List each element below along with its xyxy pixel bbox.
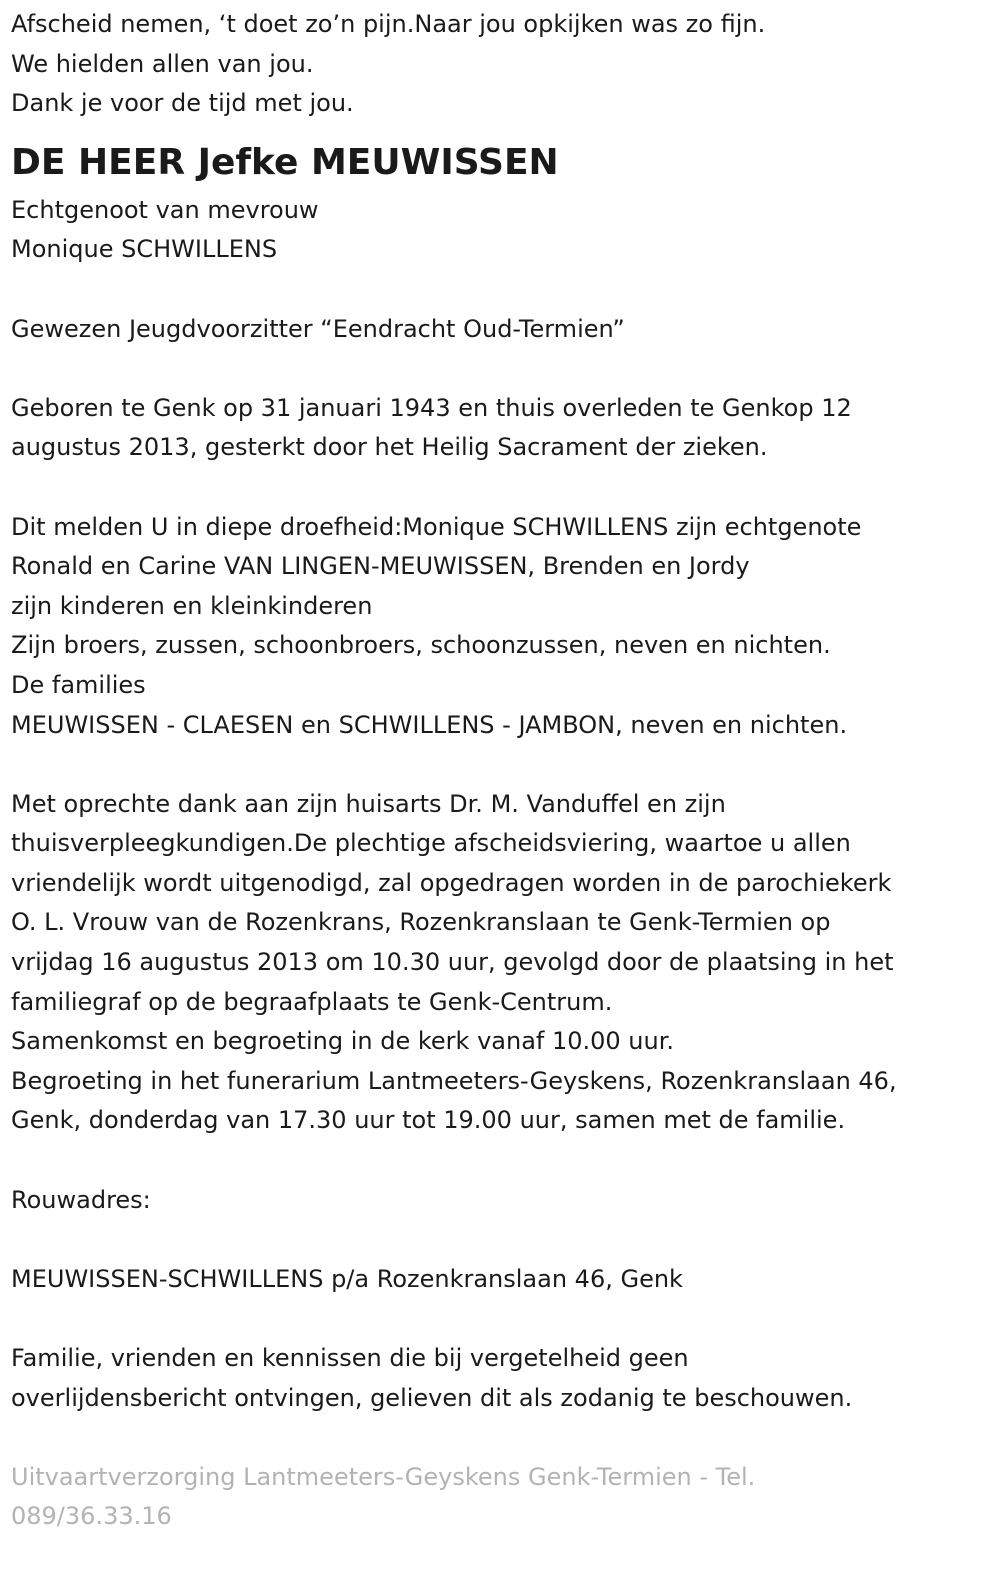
family-line: zijn kinderen en kleinkinderen [11,591,373,620]
ceremony-line: vrijdag 16 augustus 2013 om 10.30 uur, gevolgd door de plaatsing in het [11,948,894,977]
family-line: Zijn broers, zussen, schoonbroers, schoonzussen, neven en nichten. [11,631,831,660]
notice-block [11,1339,989,1418]
spouse-line: Echtgenoot van mevrouw [11,195,319,224]
notice-line: Familie, vrienden en kennissen die bij vergetelheid geen [11,1344,689,1372]
birth-death-line: Geboren te Genk op 31 januari 1943 en thuis overleden te Genkop 12 [11,393,852,422]
ceremony-line: Samenkomst en begroeting in de kerk vanaf 10.00 uur. [11,1027,675,1056]
notice-line: overlijdensbericht ontvingen, gelieven dit als zodanig te beschouwen. [11,1383,853,1412]
ceremony-line: thuisverpleegkundigen.De plechtige afscheidsviering, waartoe u allen [11,829,851,858]
mourning-address: MEUWISSEN-SCHWILLENS p/a Rozenkranslaan 46, Genk [11,1264,683,1293]
spouse-block [11,191,989,270]
funeral-home-footer [11,1458,989,1537]
ceremony-line: Met oprechte dank aan zijn huisarts Dr. M. Vanduffel en zijn [11,789,726,818]
family-line: Ronald en Carine VAN LINGEN-MEUWISSEN, Brenden en Jordy [11,552,750,581]
address-label: Rouwadres: [11,1185,151,1214]
poem [11,5,989,124]
ceremony-block [11,785,989,1141]
birth-death-block [11,389,989,468]
family-line: Dit melden U in diepe droefheid:Monique SCHWILLENS zijn echtgenote [11,512,862,541]
poem-line: Afscheid nemen, ‘t doet zo’n pijn.Naar jou opkijken was zo fijn. [11,10,766,38]
family-line: MEUWISSEN - CLAESEN en SCHWILLENS - JAMBON, neven en nichten. [11,710,848,739]
family-block [11,508,989,746]
ceremony-line: Begroeting in het funerarium Lantmeeters-Geyskens, Rozenkranslaan 46, [11,1066,897,1095]
deceased-name: DE HEER Jefke MEUWISSEN [11,141,559,183]
ceremony-line: vriendelijk wordt uitgenodigd, zal opgedragen worden in de parochiekerk [11,868,892,897]
footer-line: 089/36.33.16 [11,1502,172,1531]
poem-line: We hielden allen van jou. [11,49,314,78]
poem-line: Dank je voor de tijd met jou. [11,89,354,118]
spouse-line: Monique SCHWILLENS [11,235,278,264]
ceremony-line: familiegraf op de begraafplaats te Genk-Centrum. [11,987,613,1016]
birth-death-line: augustus 2013, gesterkt door het Heilig Sacrament der zieken. [11,433,768,462]
family-line: De families [11,670,146,699]
footer-line: Uitvaartverzorging Lantmeeters-Geyskens Genk-Termien - Tel. [11,1462,756,1491]
role-line: Gewezen Jeugdvoorzitter “Eendracht Oud-Termien” [11,314,625,343]
ceremony-line: O. L. Vrouw van de Rozenkrans, Rozenkranslaan te Genk-Termien op [11,908,831,937]
ceremony-line: Genk, donderdag van 17.30 uur tot 19.00 uur, samen met de familie. [11,1106,846,1135]
